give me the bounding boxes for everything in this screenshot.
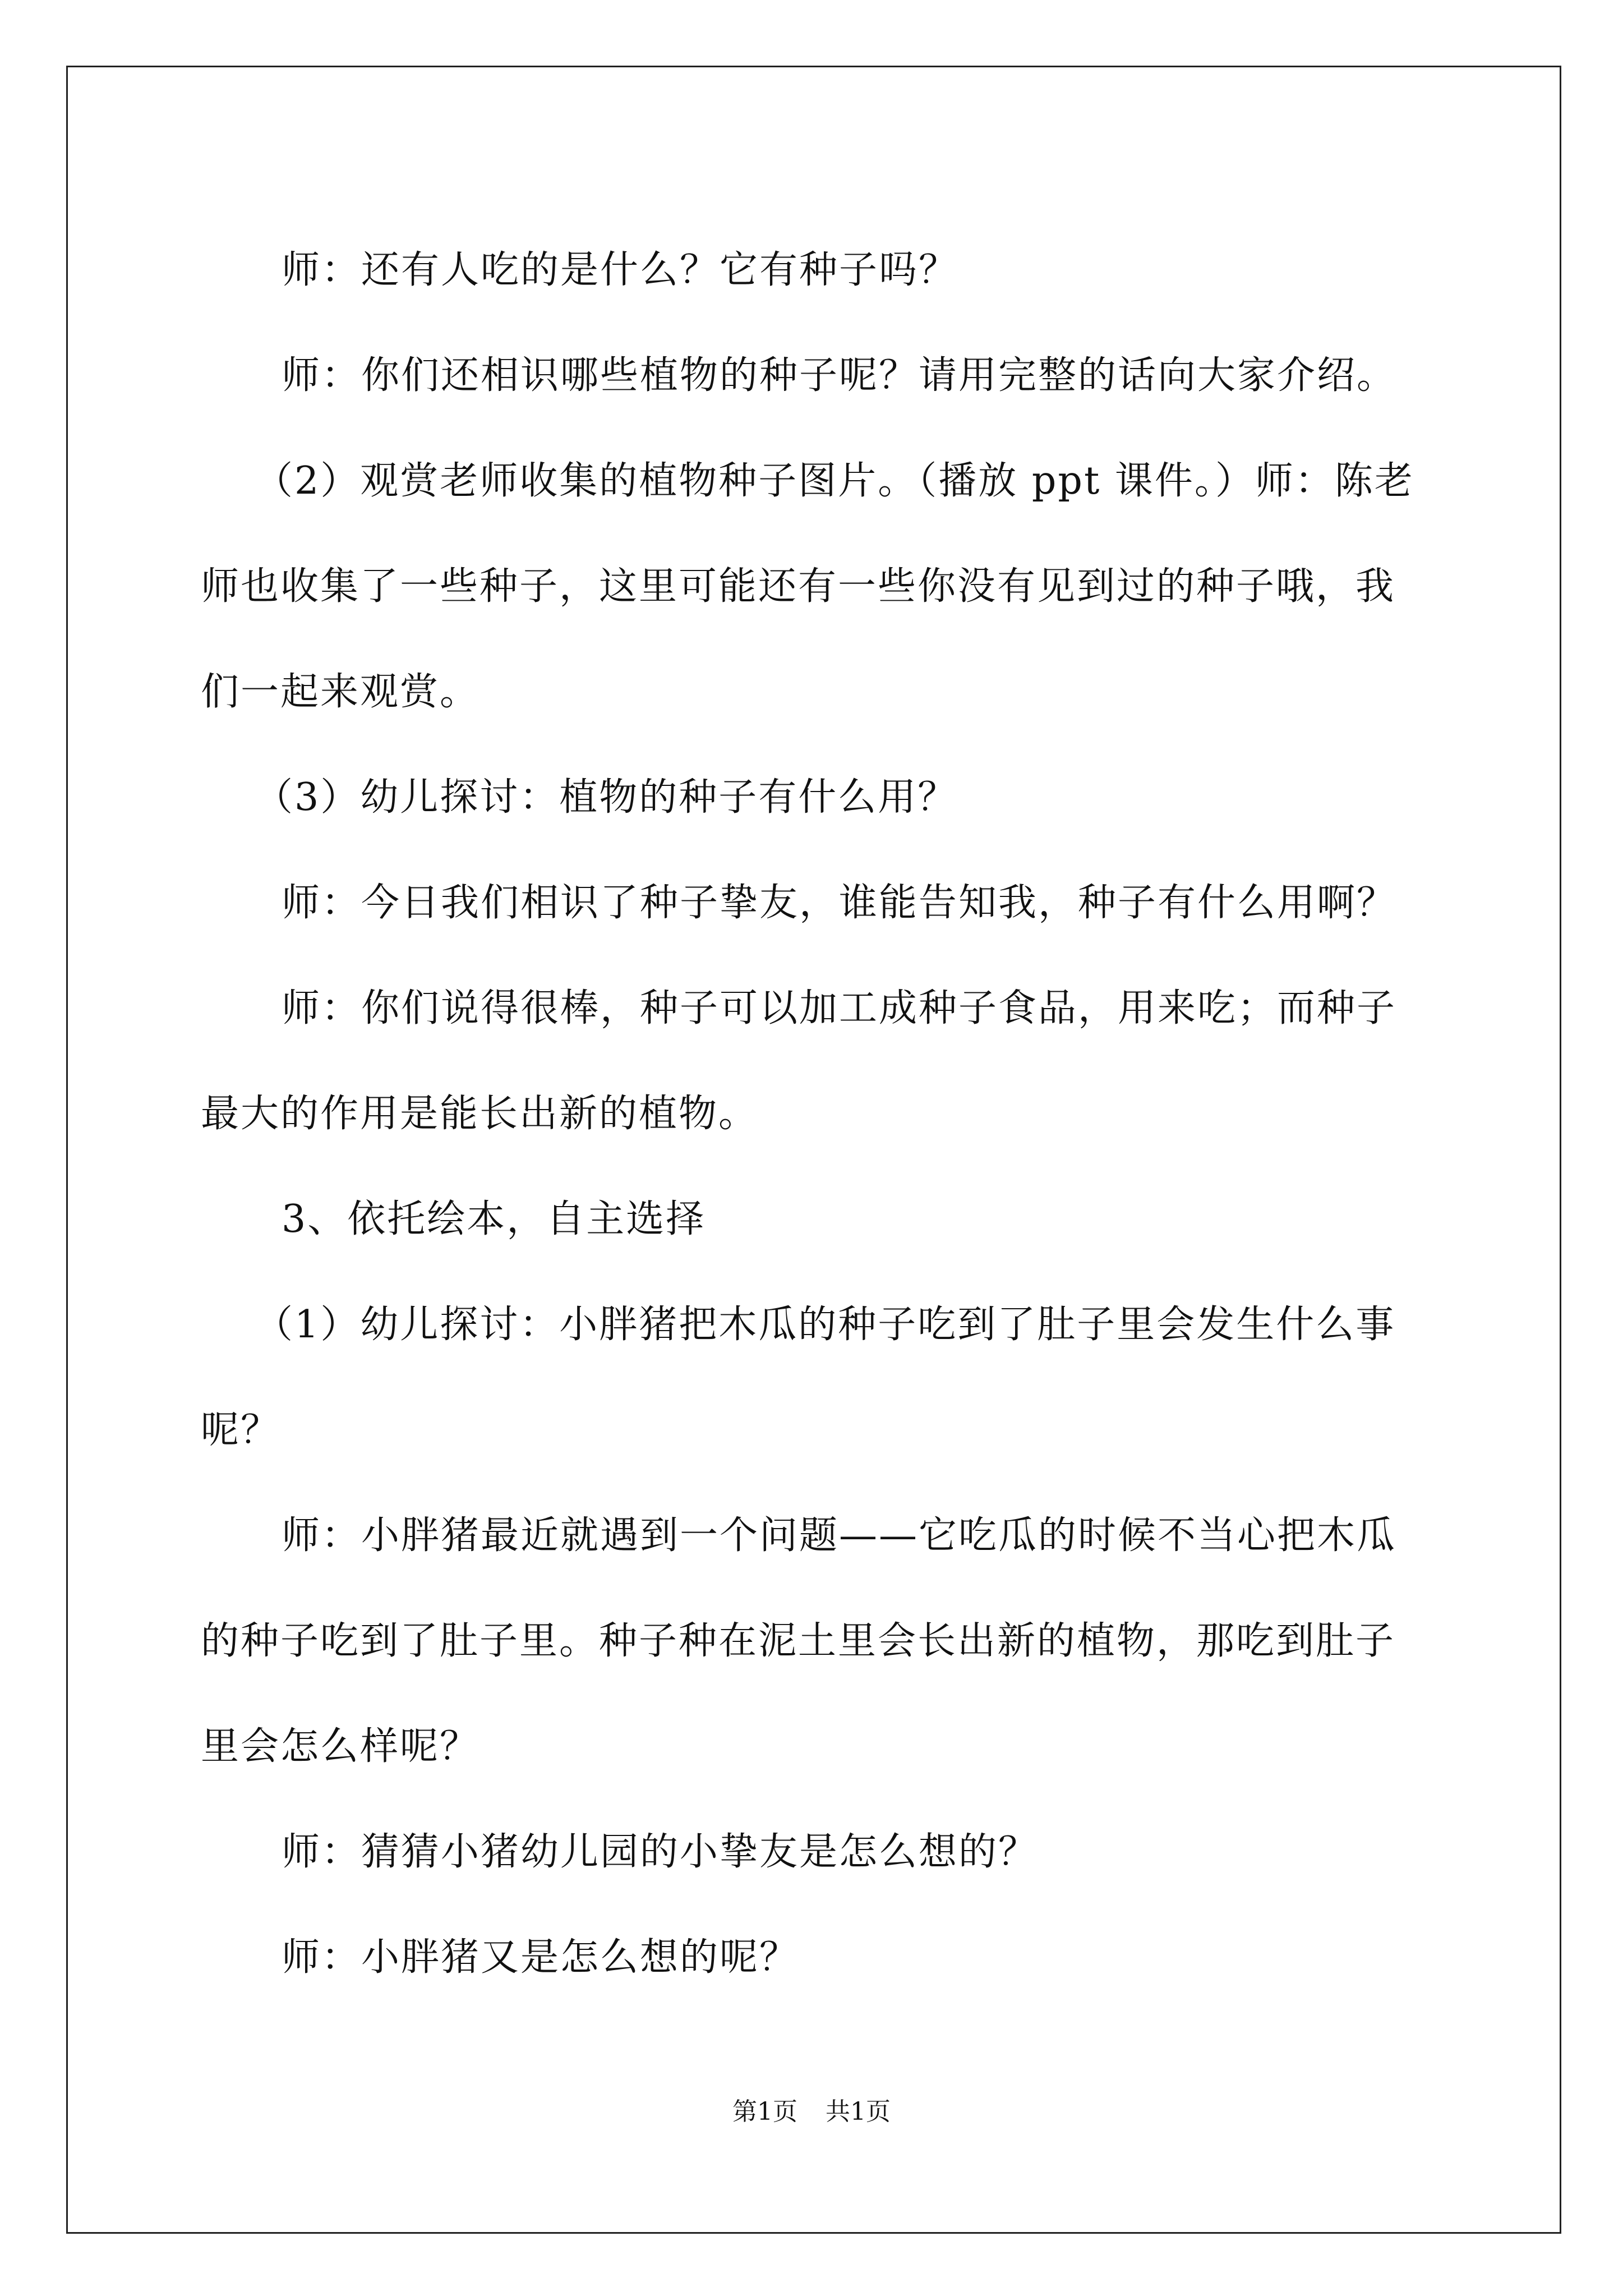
- paragraph: （3）幼儿探讨：植物的种子有什么用？: [255, 775, 958, 820]
- document-body: [201, 218, 1435, 2010]
- paragraph: （2）观赏老师收集的植物种子图片。（播放 ppt 课件。）师：陈老师也收集了一些种子，这里可能还有一些你没有见到过的种子哦，我们一起来观赏。: [201, 459, 1414, 714]
- paragraph: 师：猜猜小猪幼儿园的小挚友是怎么想的？: [282, 1830, 1039, 1874]
- page-number-current: 第1页: [732, 2097, 797, 2126]
- page-number-total: 共1页: [826, 2097, 891, 2126]
- paragraph: 师：你们说得很棒，种子可以加工成种子食品，用来吃；而种子最大的作用是能长出新的植物。: [201, 986, 1397, 1136]
- paragraph: 师：你们还相识哪些植物的种子呢？请用完整的话向大家介绍。: [282, 353, 1397, 398]
- paragraph: 师：小胖猪最近就遇到一个问题——它吃瓜的时候不当心把木瓜的种子吃到了肚子里。种子种在泥土里会长出新的植物，那吃到肚子里会怎么样呢？: [201, 1513, 1397, 1769]
- paragraph: 师：小胖猪又是怎么想的呢？: [282, 1935, 800, 1980]
- page-footer: [0, 2091, 1623, 2127]
- paragraph: （1）幼儿探讨：小胖猪把木瓜的种子吃到了肚子里会发生什么事呢？: [201, 1303, 1396, 1452]
- section-heading: 3、依托绘本，自主选择: [282, 1197, 706, 1241]
- paragraph: 师：今日我们相识了种子挚友，谁能告知我，种子有什么用啊？: [282, 881, 1397, 925]
- paragraph: 师：还有人吃的是什么？它有种子吗？: [282, 248, 959, 292]
